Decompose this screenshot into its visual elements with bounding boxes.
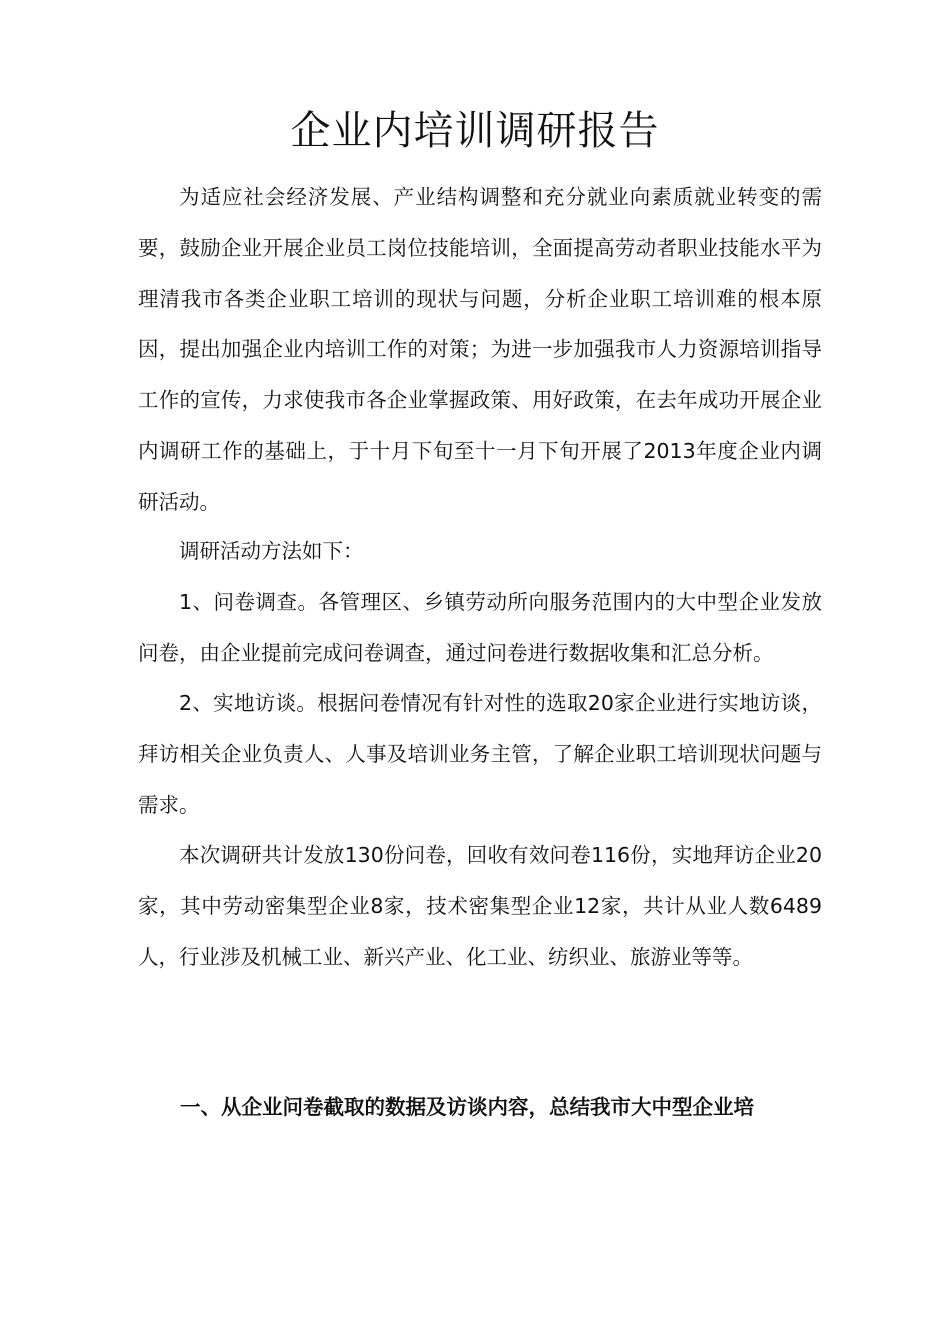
document-title: 企业内培训调研报告 xyxy=(290,108,660,154)
section-heading: 一、从企业问卷截取的数据及访谈内容，总结我市大中型企业培 xyxy=(180,1095,754,1119)
paragraph-method-questionnaire: 1、问卷调查。各管理区、乡镇劳动所向服务范围内的大中型企业发放问卷，由企业提前完成问卷调查，通过问卷进行数据收集和汇总分析。 xyxy=(138,590,822,665)
paragraph-intro: 为适应社会经济发展、产业结构调整和充分就业向素质就业转变的需要，鼓励企业开展企业员工岗位技能培训，全面提高劳动者职业技能水平为理清我市各类企业职工培训的现状与问题，分析企业职工培训难的根本原因，提出加强企业内培训工作的对策；为进一步加强我市人力资源培训指导工作的宣传，力求使我市各企业掌握政策、用好政策，在去年成功开展企业内调研工作的基础上，于十月下旬至十一月下旬开展了2013年度企业内调研活动。 xyxy=(138,185,822,514)
paragraph-methods-intro: 调研活动方法如下： xyxy=(179,539,364,563)
paragraph-method-interview: 2、实地访谈。根据问卷情况有针对性的选取20家企业进行实地访谈，拜访相关企业负责人、人事及培训业务主管，了解企业职工培训现状问题与需求。 xyxy=(138,691,822,817)
paragraph-summary-stats: 本次调研共计发放130份问卷，回收有效问卷116份，实地拜访企业20家，其中劳动密集型企业8家，技术密集型企业12家，共计从业人数6489人，行业涉及机械工业、新兴产业、化工业、纺织业、旅游业等等。 xyxy=(138,843,822,969)
